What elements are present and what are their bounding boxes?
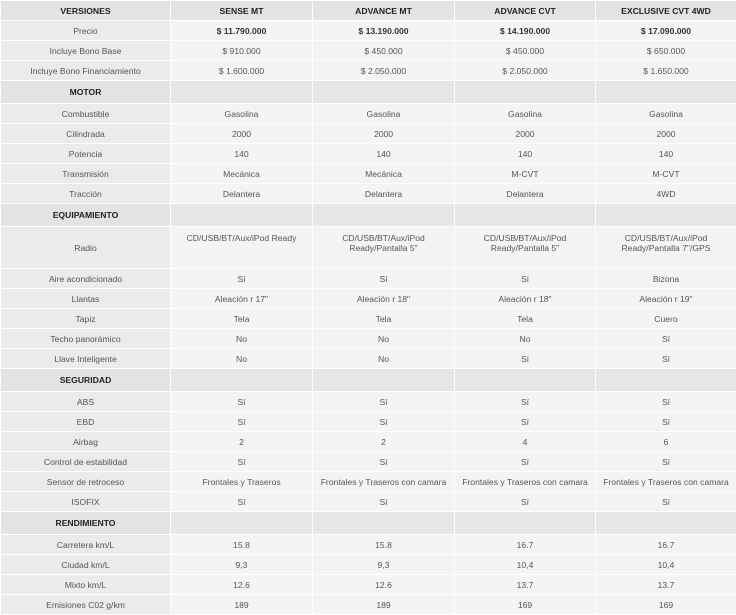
spec-label: Incluye Bono Financiamiento — [1, 61, 171, 81]
spec-value: Frontales y Traseros con camara — [596, 472, 736, 492]
spec-value: Frontales y Traseros con camara — [455, 472, 596, 492]
spec-label: Carretera km/L — [1, 535, 171, 555]
spec-value: 189 — [313, 595, 455, 615]
section-header-row — [1, 81, 736, 104]
spec-label: Emisiones C02 g/km — [1, 595, 171, 615]
spec-value: 169 — [455, 595, 596, 615]
spec-value: 6 — [596, 432, 736, 452]
spec-row — [1, 289, 736, 309]
spec-value: Aleación r 17" — [171, 289, 313, 309]
spec-row — [1, 227, 736, 269]
section-spacer-cell — [455, 81, 596, 104]
section-spacer-cell — [171, 369, 313, 392]
spec-value: 16.7 — [596, 535, 736, 555]
spec-row — [1, 104, 736, 124]
section-spacer-cell — [313, 204, 455, 227]
spec-row — [1, 164, 736, 184]
spec-value: Delantera — [455, 184, 596, 204]
spec-value: 140 — [313, 144, 455, 164]
spec-value: Tela — [313, 309, 455, 329]
spec-value: CD/USB/BT/Aux/iPod Ready/Pantalla 5" — [313, 227, 455, 269]
spec-value: Delantera — [313, 184, 455, 204]
spec-value: 13.7 — [455, 575, 596, 595]
spec-label: Control de estabilidad — [1, 452, 171, 472]
spec-value: Sí — [313, 412, 455, 432]
spec-value: $ 650.000 — [596, 41, 736, 61]
spec-value: $ 2.050.000 — [313, 61, 455, 81]
section-header-row — [1, 369, 736, 392]
header-row — [1, 1, 736, 21]
specs-body — [1, 21, 736, 615]
spec-label: Llave Inteligente — [1, 349, 171, 369]
spec-value: Sí — [455, 412, 596, 432]
spec-value: Aleación r 18" — [313, 289, 455, 309]
spec-value: 10,4 — [455, 555, 596, 575]
spec-value: 12.6 — [313, 575, 455, 595]
section-spacer-cell — [455, 369, 596, 392]
spec-value: No — [313, 329, 455, 349]
section-spacer-cell — [313, 369, 455, 392]
spec-label: Transmisión — [1, 164, 171, 184]
spec-value: Gasolina — [455, 104, 596, 124]
spec-value: 2000 — [596, 124, 736, 144]
spec-label: Mixto km/L — [1, 575, 171, 595]
section-spacer-cell — [455, 204, 596, 227]
section-spacer-cell — [596, 512, 736, 535]
spec-label: EBD — [1, 412, 171, 432]
spec-value: 2 — [313, 432, 455, 452]
spec-label: Tracción — [1, 184, 171, 204]
section-header-row — [1, 512, 736, 535]
spec-label: Ciudad km/L — [1, 555, 171, 575]
spec-row — [1, 349, 736, 369]
spec-value: Sí — [171, 412, 313, 432]
spec-value: Gasolina — [171, 104, 313, 124]
spec-value: Gasolina — [596, 104, 736, 124]
spec-value: 9,3 — [171, 555, 313, 575]
spec-value: $ 17.090.000 — [596, 21, 736, 41]
spec-row — [1, 452, 736, 472]
spec-value: M-CVT — [455, 164, 596, 184]
spec-value: Frontales y Traseros con camara — [313, 472, 455, 492]
spec-row — [1, 492, 736, 512]
spec-value: 2 — [171, 432, 313, 452]
spec-row — [1, 41, 736, 61]
section-title: MOTOR — [1, 81, 171, 104]
spec-value: Sí — [596, 329, 736, 349]
spec-value: 4 — [455, 432, 596, 452]
spec-label: Combustible — [1, 104, 171, 124]
spec-value: Tela — [455, 309, 596, 329]
spec-value: Sí — [596, 492, 736, 512]
spec-row — [1, 309, 736, 329]
spec-value: $ 1.650.000 — [596, 61, 736, 81]
spec-row — [1, 412, 736, 432]
spec-value: Tela — [171, 309, 313, 329]
spec-row — [1, 535, 736, 555]
spec-value: 12.6 — [171, 575, 313, 595]
spec-row — [1, 61, 736, 81]
spec-value: Sí — [455, 269, 596, 289]
spec-value: No — [171, 349, 313, 369]
section-spacer-cell — [171, 512, 313, 535]
model-header-advance-mt: ADVANCE MT — [313, 1, 455, 21]
section-spacer-cell — [171, 81, 313, 104]
spec-value: Sí — [171, 392, 313, 412]
spec-label: Airbag — [1, 432, 171, 452]
section-title: RENDIMIENTO — [1, 512, 171, 535]
spec-row — [1, 269, 736, 289]
spec-value: 140 — [455, 144, 596, 164]
spec-label: Llantas — [1, 289, 171, 309]
spec-row — [1, 575, 736, 595]
spec-value: 15.8 — [171, 535, 313, 555]
spec-value: 15.8 — [313, 535, 455, 555]
spec-row — [1, 432, 736, 452]
spec-value: 2000 — [171, 124, 313, 144]
spec-row — [1, 21, 736, 41]
spec-value: No — [313, 349, 455, 369]
spec-value: Sí — [171, 492, 313, 512]
spec-value: Sí — [171, 269, 313, 289]
spec-row — [1, 329, 736, 349]
spec-label: Cilindrada — [1, 124, 171, 144]
spec-value: Sí — [171, 452, 313, 472]
spec-value: CD/USB/BT/Aux/iPod Ready/Pantalla 7"/GPS — [596, 227, 736, 269]
spec-row — [1, 144, 736, 164]
spec-value: Sí — [455, 492, 596, 512]
spec-value: No — [455, 329, 596, 349]
spec-value: Sí — [313, 492, 455, 512]
spec-value: Sí — [455, 349, 596, 369]
spec-value: Sí — [313, 269, 455, 289]
spec-value: Gasolina — [313, 104, 455, 124]
spec-value: Delantera — [171, 184, 313, 204]
spec-value: Sí — [596, 349, 736, 369]
section-header-row — [1, 204, 736, 227]
spec-value: Sí — [455, 392, 596, 412]
section-title: SEGURIDAD — [1, 369, 171, 392]
spec-value: M-CVT — [596, 164, 736, 184]
spec-row — [1, 555, 736, 575]
spec-value: Cuero — [596, 309, 736, 329]
spec-label: Techo panorámico — [1, 329, 171, 349]
spec-label: Incluye Bono Base — [1, 41, 171, 61]
spec-value: 9,3 — [313, 555, 455, 575]
section-spacer-cell — [455, 512, 596, 535]
spec-value: 16.7 — [455, 535, 596, 555]
spec-value: Sí — [596, 412, 736, 432]
spec-row — [1, 595, 736, 615]
spec-label: Precio — [1, 21, 171, 41]
section-spacer-cell — [596, 81, 736, 104]
spec-value: $ 2.050.000 — [455, 61, 596, 81]
spec-row — [1, 392, 736, 412]
spec-value: Sí — [455, 452, 596, 472]
spec-label: ISOFIX — [1, 492, 171, 512]
section-spacer-cell — [313, 81, 455, 104]
spec-value: $ 13.190.000 — [313, 21, 455, 41]
spec-value: Sí — [313, 392, 455, 412]
spec-row — [1, 472, 736, 492]
spec-label: Radio — [1, 227, 171, 269]
spec-value: Aleación r 18" — [455, 289, 596, 309]
spec-value: Mecánica — [313, 164, 455, 184]
spec-value: 4WD — [596, 184, 736, 204]
spec-value: Aleación r 19" — [596, 289, 736, 309]
spec-row — [1, 184, 736, 204]
spec-value: 140 — [171, 144, 313, 164]
spec-value: No — [171, 329, 313, 349]
spec-value: Bizona — [596, 269, 736, 289]
spec-value: Sí — [596, 452, 736, 472]
spec-value: 2000 — [313, 124, 455, 144]
spec-row — [1, 124, 736, 144]
section-spacer-cell — [171, 204, 313, 227]
spec-value: $ 910.000 — [171, 41, 313, 61]
model-header-exclusive-cvt-4wd: EXCLUSIVE CVT 4WD — [596, 1, 736, 21]
spec-label: Aire acondicionado — [1, 269, 171, 289]
spec-value: $ 450.000 — [313, 41, 455, 61]
versions-header: VERSIONES — [1, 1, 171, 21]
spec-value: Frontales y Traseros — [171, 472, 313, 492]
spec-value: Sí — [596, 392, 736, 412]
spec-value: $ 14.190.000 — [455, 21, 596, 41]
spec-value: $ 1.600.000 — [171, 61, 313, 81]
spec-value: $ 450.000 — [455, 41, 596, 61]
spec-label: Tapiz — [1, 309, 171, 329]
section-spacer-cell — [313, 512, 455, 535]
spec-value: 2000 — [455, 124, 596, 144]
spec-value: 189 — [171, 595, 313, 615]
section-title: EQUIPAMIENTO — [1, 204, 171, 227]
spec-value: CD/USB/BT/Aux/iPod Ready/Pantalla 5" — [455, 227, 596, 269]
spec-value: CD/USB/BT/Aux/iPod Ready — [171, 227, 313, 269]
spec-label: ABS — [1, 392, 171, 412]
spec-value: 10,4 — [596, 555, 736, 575]
section-spacer-cell — [596, 204, 736, 227]
spec-value: 13.7 — [596, 575, 736, 595]
section-spacer-cell — [596, 369, 736, 392]
spec-label: Sensor de retroceso — [1, 472, 171, 492]
spec-value: Mecánica — [171, 164, 313, 184]
spec-value: $ 11.790.000 — [171, 21, 313, 41]
spec-value: 140 — [596, 144, 736, 164]
spec-value: Sí — [313, 452, 455, 472]
spec-value: 169 — [596, 595, 736, 615]
model-header-sense-mt: SENSE MT — [171, 1, 313, 21]
model-header-advance-cvt: ADVANCE CVT — [455, 1, 596, 21]
spec-label: Potencia — [1, 144, 171, 164]
